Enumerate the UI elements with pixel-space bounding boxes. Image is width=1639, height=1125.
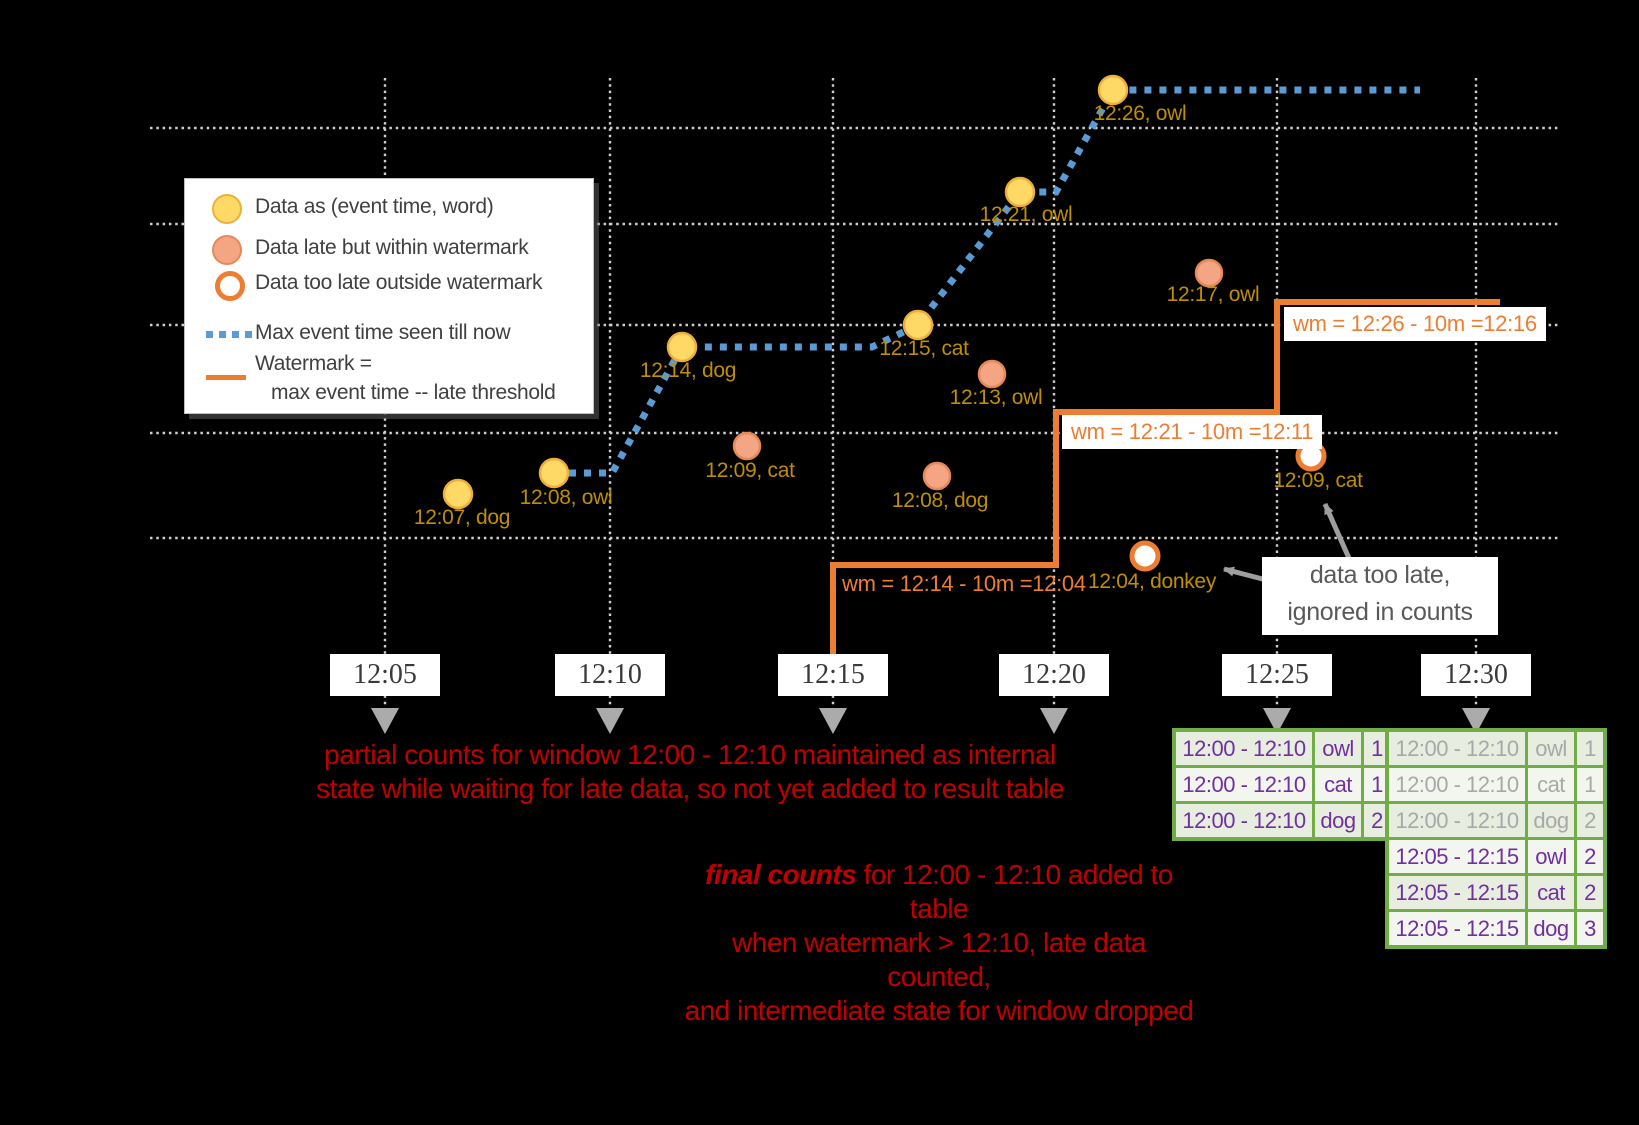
table-row	[1174, 803, 1392, 840]
window-cell: 12:05 - 12:15	[1387, 875, 1527, 911]
table-row	[1387, 875, 1605, 911]
point-label: 12:14, dog	[639, 359, 737, 382]
legend-label: Data too late outside watermark	[255, 271, 543, 294]
window-cell: 12:00 - 12:10	[1174, 730, 1314, 767]
window-cell: 12:00 - 12:10	[1387, 803, 1527, 839]
table-row	[1387, 839, 1605, 875]
point-label: 12:08, dog	[891, 489, 989, 512]
count-cell: 2	[1576, 803, 1606, 839]
final-counts-emphasis: final counts	[705, 859, 857, 890]
point-label: 12:21, owl	[979, 203, 1073, 226]
point-label: 12:13, owl	[949, 386, 1043, 409]
final-counts-note	[684, 858, 1194, 1028]
axis-label-12-25: 12:25	[1222, 654, 1332, 696]
table-row	[1387, 803, 1605, 839]
partial-counts-line: state while waiting for late data, so not yet added to result table	[316, 773, 1064, 804]
legend-label: Max event time seen till now	[255, 321, 511, 344]
count-cell: 1	[1576, 730, 1606, 767]
on-time-point	[668, 333, 696, 361]
table-row	[1387, 730, 1605, 767]
window-cell: 12:00 - 12:10	[1387, 767, 1527, 803]
partial-counts-line: partial counts for window 12:00 - 12:10 maintained as internal	[324, 739, 1056, 770]
axis-label-12-30: 12:30	[1421, 654, 1531, 696]
window-cell: 12:00 - 12:10	[1387, 730, 1527, 767]
word-cell: dog	[1314, 803, 1363, 840]
on-time-point	[1099, 76, 1127, 104]
count-cell: 1	[1363, 730, 1393, 767]
on-time-point	[444, 480, 472, 508]
on-time-point	[904, 311, 932, 339]
late-point	[734, 433, 760, 459]
too-late-point	[1132, 543, 1158, 569]
window-cell: 12:00 - 12:10	[1174, 767, 1314, 803]
point-label: 12:08, owl	[519, 486, 613, 509]
axis-label-12-20: 12:20	[999, 654, 1109, 696]
legend-label: max event time -- late threshold	[271, 381, 556, 404]
legend-label: Watermark =	[255, 352, 372, 375]
too-late-note-line: data too late,	[1309, 561, 1451, 589]
on-time-point-icon	[212, 194, 242, 224]
late-point	[924, 463, 950, 489]
window-cell: 12:00 - 12:10	[1174, 803, 1314, 840]
table-row	[1387, 767, 1605, 803]
count-cell: 1	[1363, 767, 1393, 803]
result-table-12-25	[1172, 728, 1394, 841]
axis-label-12-05: 12:05	[330, 654, 440, 696]
point-label: 12:15, cat	[879, 337, 969, 360]
point-label: 12:17, owl	[1166, 283, 1260, 306]
point-label: 12:04, donkey	[1087, 570, 1217, 593]
final-counts-line	[684, 858, 1194, 926]
word-cell: dog	[1527, 911, 1576, 948]
word-cell: owl	[1527, 839, 1576, 875]
word-cell: owl	[1314, 730, 1363, 767]
word-cell: cat	[1314, 767, 1363, 803]
late-point-icon	[212, 235, 242, 265]
word-cell: cat	[1527, 875, 1576, 911]
word-cell: owl	[1527, 730, 1576, 767]
watermark-value-label: wm = 12:26 - 10m =12:16	[1284, 307, 1546, 341]
point-label: 12:09, cat	[1273, 469, 1363, 492]
on-time-point	[1006, 178, 1034, 206]
axis-label-12-10: 12:10	[555, 654, 665, 696]
count-cell: 2	[1576, 875, 1606, 911]
legend-label: Data late but within watermark	[255, 236, 529, 259]
too-late-point-icon	[215, 271, 245, 301]
window-cell: 12:05 - 12:15	[1387, 911, 1527, 948]
result-table-12-30	[1385, 728, 1607, 949]
count-cell: 3	[1576, 911, 1606, 948]
watermark-line-icon	[206, 375, 246, 380]
table-row	[1387, 911, 1605, 948]
legend-label: Data as (event time, word)	[255, 195, 494, 218]
on-time-point	[540, 459, 568, 487]
count-cell: 2	[1576, 839, 1606, 875]
count-cell: 2	[1363, 803, 1393, 840]
word-cell: dog	[1527, 803, 1576, 839]
too-late-note-line: ignored in counts	[1287, 598, 1473, 626]
table-row	[1174, 730, 1392, 767]
too-late-note	[1262, 557, 1498, 635]
final-counts-rest: for 12:00 - 12:10 added to table	[856, 859, 1173, 924]
late-points	[734, 260, 1222, 489]
point-label: 12:07, dog	[413, 506, 511, 529]
table-row	[1174, 767, 1392, 803]
word-cell: cat	[1527, 767, 1576, 803]
partial-counts-note	[250, 738, 1130, 806]
watermark-value-label: wm = 12:21 - 10m =12:11	[1062, 415, 1322, 449]
final-counts-line: when watermark > 12:10, late data counted,	[732, 927, 1146, 992]
point-label: 12:09, cat	[705, 459, 795, 482]
late-point	[979, 361, 1005, 387]
count-cell: 1	[1576, 767, 1606, 803]
too-late-points	[1132, 443, 1324, 569]
window-cell: 12:05 - 12:15	[1387, 839, 1527, 875]
final-counts-line: and intermediate state for window dropped	[684, 995, 1194, 1026]
watermark-value-label: wm = 12:14 - 10m =12:04	[842, 571, 1086, 596]
axis-label-12-15: 12:15	[778, 654, 888, 696]
legend	[184, 178, 594, 414]
max-event-time-line-icon	[206, 331, 252, 338]
point-label: 12:26, owl	[1093, 102, 1187, 125]
